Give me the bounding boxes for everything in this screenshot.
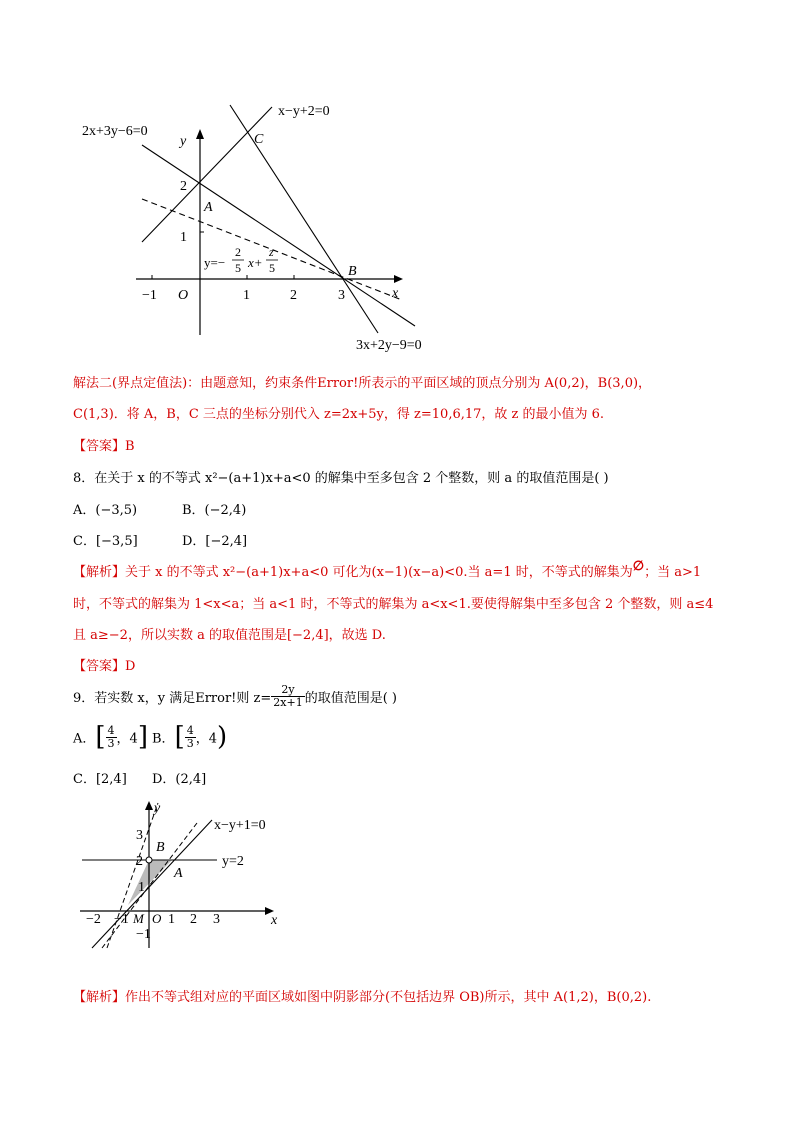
line-x-y-1 [92,820,212,948]
figure-linear-programming-2 [72,798,292,968]
q9-stem-post: 的取值范围是( ) [304,691,397,706]
label-y-2: y=2 [222,854,244,869]
label-x-y-2: x−y+2=0 [278,104,330,119]
x-tick-label: −1 [114,912,129,927]
q8-option-d: D．[−2,4] [182,534,248,549]
right-paren: ) [217,722,228,752]
axis-label-x: x [271,913,278,928]
q8-analysis-line3: 且 a≥−2，所以实数 a 的取值范围是[−2,4]，故选 D. [73,628,386,643]
q9-option-d: D．(2,4] [152,772,207,787]
label-3x-2y-9: 3x+2y−9=0 [356,338,422,353]
q9-option-b-frac [185,725,196,750]
q9-fraction-num: 2y [271,684,304,697]
x-tick-label: 3 [338,288,345,303]
axis-label-y: y [154,801,161,816]
label-2x-3y-6: 2x+3y−6=0 [82,124,148,139]
objective-prefix: y=− [204,255,226,270]
x-tick-label: 2 [190,912,197,927]
open-point-b [146,857,152,863]
x-tick-label: 1 [168,912,175,927]
q9-option-a [73,722,148,752]
answer-q7: 【答案】B [73,439,135,454]
q8-option-a: A．(−3,5) [73,503,138,518]
q8-analysis-line2: 时，不等式的解集为 1<x<a；当 a<1 时，不等式的解集为 a<x<1.要使得解集中至多包含 2 个整数，则 a≤4 [73,597,714,612]
q8-analysis-line1 [73,561,701,580]
y-tick-label: 2 [136,854,143,869]
frac-num: 4 [186,723,194,737]
line-x-y-2 [142,107,272,242]
frac-den: 3 [107,736,115,750]
q9-fraction [271,684,304,709]
method2-line2: C(1,3)．将 A，B，C 三点的坐标分别代入 z=2x+5y，得 z=10,6,17，故 z 的最小值为 6. [73,407,605,422]
feasible-region [128,860,172,905]
x-axis-arrow [394,275,403,283]
q9-stem-pre: 9．若实数 x，y 满足Error!则 z= [73,691,272,706]
axis-label-y: y [180,134,187,149]
q8-stem: 8．在关于 x 的不等式 x²−(a+1)x+a<0 的解集中至多包含 2 个整数，则 a 的取值范围是( ) [73,471,609,486]
point-label-c: C [254,132,264,147]
point-label-m: M [133,911,144,926]
y-tick-label: 1 [138,880,145,895]
point-label-a: A [174,866,183,881]
line-3x-2y-9 [230,105,378,333]
figure-linear-programming-1 [70,95,440,357]
q8-analysis-text1: 【解析】关于 x 的不等式 x²−(a+1)x+a<0 可化为(x−1)(x−a)<0.当 a=1 时，不等式的解集为 [73,565,633,580]
q9-option-b-tail: ，4 [195,731,217,747]
method2-line1: 解法二(界点定值法)：由题意知，约束条件Error!所表示的平面区域的顶点分别为 A(0,2)，B(3,0)， [73,376,652,391]
q8-option-c: C．[−3,5] [73,534,138,549]
y-axis-arrow [196,129,204,139]
x-tick-label: 1 [243,288,250,303]
point-label-b: B [348,264,357,279]
left-bracket: [ [174,722,185,752]
q9-option-a-frac [106,725,117,750]
label-x-y-1: x−y+1=0 [214,818,266,833]
objective-frac2-num: z [269,245,274,259]
x-tick-label: −1 [142,288,157,303]
y-tick-label: 3 [136,828,143,843]
q9-option-b-label: B． [152,731,175,747]
objective-frac1-den: 5 [235,261,241,275]
x-tick-label: −2 [86,912,101,927]
origin-label: O [178,288,189,303]
objective-frac2-den: 5 [269,261,275,275]
origin-label: O [152,911,162,926]
point-label-a: A [204,200,213,215]
q9-option-a-label: A． [73,731,96,747]
objective-mid: x+ [248,255,263,270]
q9-option-a-tail: ，4 [116,731,138,747]
y-tick-label: 1 [180,230,187,245]
y-tick-label: 2 [180,179,187,194]
frac-num: 4 [107,723,115,737]
point-label-b: B [156,840,165,855]
y-tick-label: −1 [136,927,151,942]
right-bracket: ] [137,722,148,752]
q8-option-b: B．(−2,4) [182,503,247,518]
q9-stem [73,684,397,709]
x-tick-label: 2 [290,288,297,303]
answer-q8: 【答案】D [73,659,136,674]
empty-set-symbol: ∅ [632,559,645,574]
objective-frac1-num: 2 [235,245,241,259]
y-axis-arrow [145,801,153,810]
x-tick-label: 3 [213,912,220,927]
q9-analysis: 【解析】作出不等式组对应的平面区域如图中阴影部分(不包括边界 OB)所示，其中 A(1,2)，B(0,2). [73,990,652,1005]
q9-option-b [152,722,227,752]
left-bracket: [ [95,722,106,752]
q9-fraction-den: 2x+1 [273,696,303,709]
q9-option-c: C．[2,4] [73,772,127,787]
q8-analysis-text1b: ；当 a>1 [644,565,702,580]
frac-den: 3 [186,736,194,750]
axis-label-x: x [392,286,399,301]
